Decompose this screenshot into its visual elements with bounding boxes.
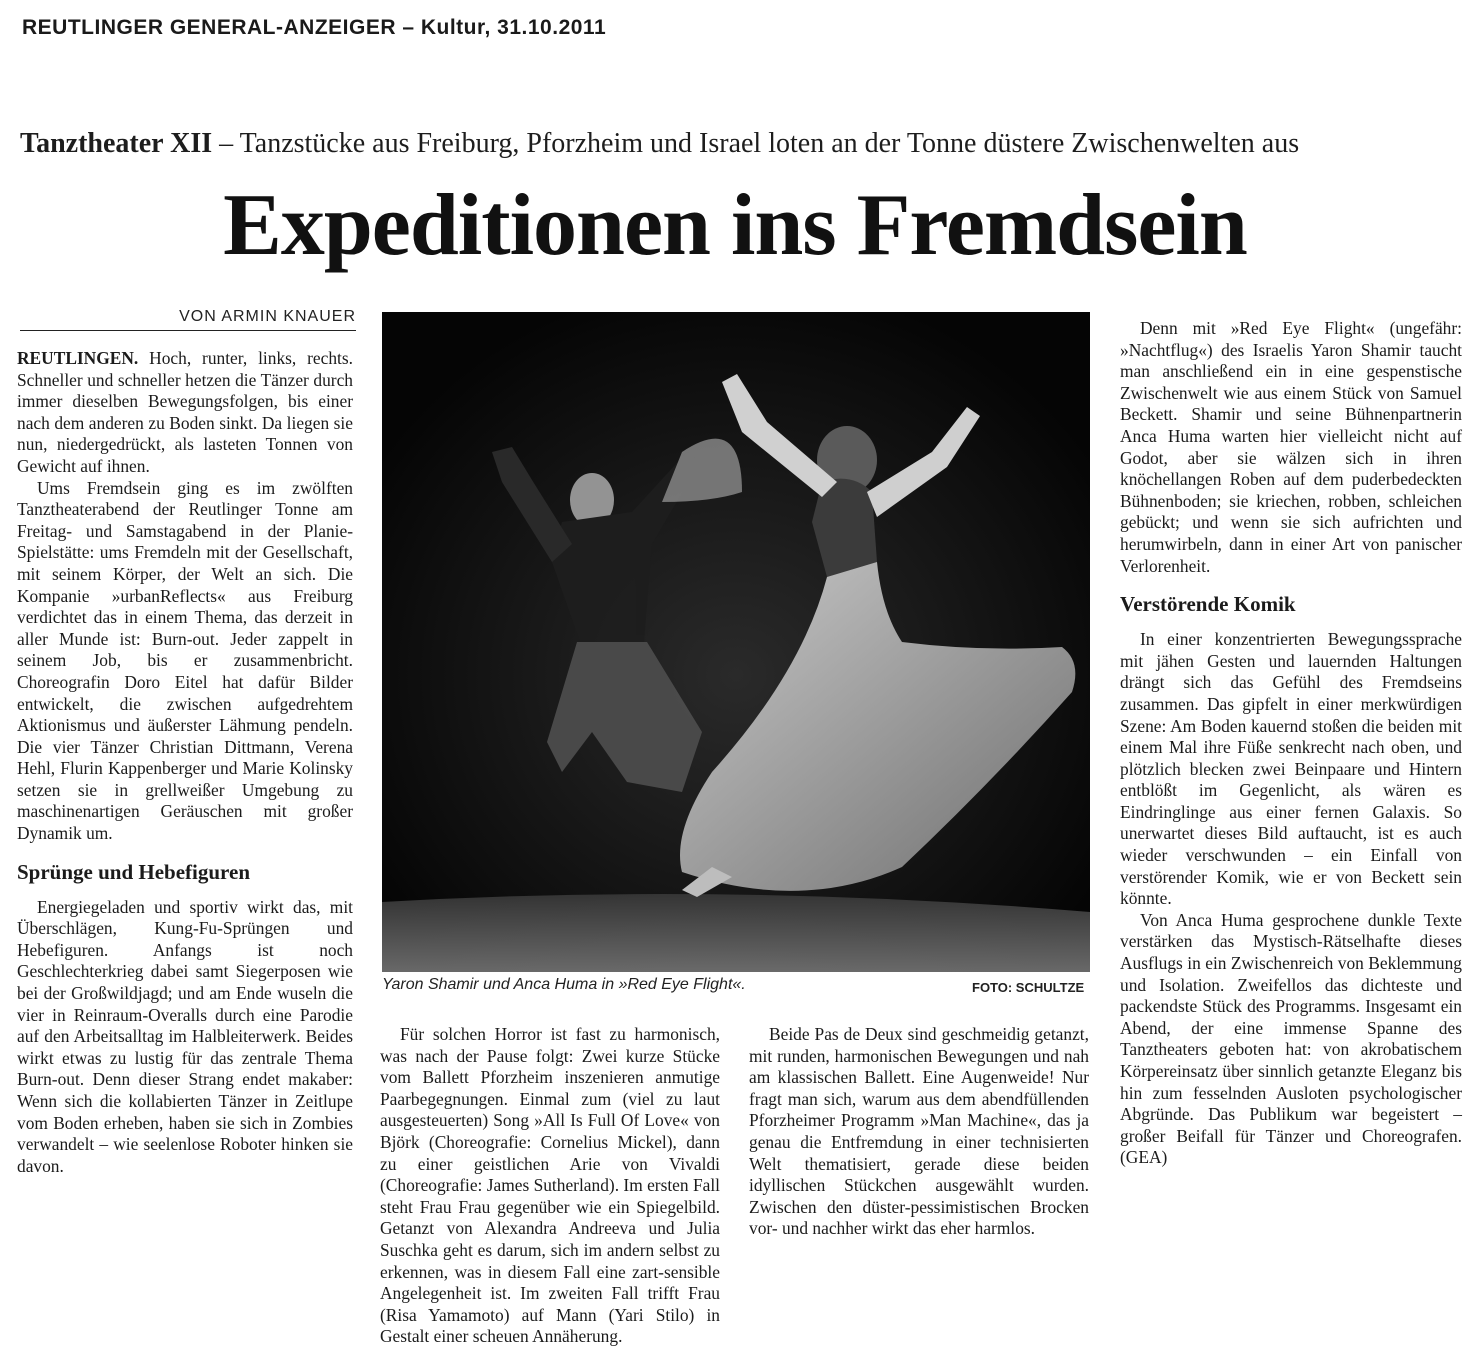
article-column-1	[17, 348, 353, 1177]
subheading: Verstörende Komik	[1120, 592, 1296, 617]
kicker-label: Tanztheater XII	[20, 128, 213, 159]
photo-caption: Yaron Shamir und Anca Huma in »Red Eye Flight«.	[382, 976, 746, 993]
dateline: REUTLINGEN.	[17, 348, 139, 368]
dancers-image	[382, 312, 1090, 972]
kicker	[20, 128, 1299, 160]
paragraph	[17, 348, 353, 478]
paragraph: Ums Fremdsein ging es im zwölften Tanztheaterabend der Reutlinger Tonne am Freitag- und Samstagabend in der Planie-Spielstätte: ums Fremdeln mit der Gesellschaft, mit seinem Körper, der Welt an sich. Die Kompanie »urbanReflects« aus Freiburg verdichtet das in einem Thema, das derzeit in aller Munde ist: Burn-out. Jeder zappelt in seinem Job, bis er zusammenbricht. Choreografin Doro Eitel hat dafür Bilder entwickelt, die zwischen aufgedrehtem Aktionismus und äußerster Lähmung pendeln. Die vier Tänzer Christian Dittmann, Verena Hehl, Flurin Kappenberger und Marie Kolinsky setzen sie in grellweißer Umgebung zu maschinenartigen Geräuschen mit großer Dynamik um.	[17, 477, 353, 844]
paragraph: In einer konzentrierten Bewegungssprache mit jähen Gesten und lauernden Haltungen drängt sich das Gefühl des Fremdseins zusammen. Das gipfelt in einer merkwürdigen Szene: Am Boden kauernd stoßen die beiden mit einem Mal ihre Füße senkrecht nach oben, und plötzlich blecken zwei Beinpaare und Hintern entblößt im Gegenlicht, als wären es Eindringlinge aus einer fernen Galaxis. So unerwartet dieses Bild auftaucht, ist es auch wieder verschwunden – ein Einfall von verstörender Komik, wie er von Beckett sein könnte.	[1120, 629, 1462, 909]
paragraph-text: Hoch, runter, links, rechts. Schneller und schneller hetzen die Tänzer durch immer dieselben Bewegungsfolgen, bis einer nach dem anderen zu Boden sinkt. Da liegen sie nun, niedergedrückt, als lasteten Tonnen von Gewicht auf ihnen.	[17, 348, 353, 476]
headline: Expeditionen ins Fremdsein	[223, 177, 1247, 274]
paragraph: Für solchen Horror ist fast zu harmonisch, was nach der Pause folgt: Zwei kurze Stücke vom Ballett Pforzheim inszenieren anmutige Paarbegegnungen. Einmal zum (viel zu laut ausgesteuerten) Song »All Is Full Of Love« von Björk (Choreografie: Cornelius Mickel), dann zu einer geistlichen Arie von Vivaldi (Choreografie: James Sutherland). Im ersten Fall steht Frau Frau gegenüber wie ein Spiegelbild. Getanzt von Alexandra Andreeva und Julia Suschka geht es darum, sich im andern selbst zu erkennen, was in diesem Fall eine zart-sensible Angelegenheit ist. Im zweiten Fall trifft Frau (Risa Yamamoto) auf Mann (Yari Stilo) in Gestalt einer scheuen Annäherung.	[380, 1024, 720, 1347]
article-column-2	[380, 1024, 720, 1348]
masthead: REUTLINGER GENERAL-ANZEIGER – Kultur, 31.10.2011	[22, 16, 607, 39]
dance-photo	[382, 312, 1090, 972]
paragraph: Energiegeladen und sportiv wirkt das, mit Überschlägen, Kung-Fu-Sprüngen und Hebefiguren. Anfangs ist noch Geschlechterkrieg dabei samt Siegerposen wie bei der Großwildjagd; und am Ende wuseln die vier in Reinraum-Overalls durch eine Parodie auf den Arbeitsalltag im Halbleiterwerk. Beides wirkt etwas zu lustig für das zentrale Thema Burn-out. Denn dieser Strang endet makaber: Wenn sich die kollabierten Tänzer in Zeitlupe vom Boden erheben, haben sie sich in Zombies verwandelt – wie seelenlose Roboter hinken sie davon.	[17, 896, 353, 1176]
subheading: Sprünge und Hebefiguren	[17, 859, 250, 884]
article-column-4	[1120, 318, 1462, 1169]
byline: VON ARMIN KNAUER	[20, 308, 356, 331]
paragraph: Von Anca Huma gesprochene dunkle Texte verstärken das Mystisch-Rätselhafte dieses Ausflugs in ein Zwischenreich von Beklemmung und Isolation. Zweifellos das dichteste und packendste Stück des Programms. Insgesamt ein Abend, der eine immense Spanne des Tanztheaters geboten hat: von akrobatischem Körpereinsatz über sinnlich getanzte Eleganz bis hin zum fesselnden Ausloten psychologischer Abgründe. Das Publikum war begeistert – großer Beifall für Tänzer und Choreografen. (GEA)	[1120, 909, 1462, 1168]
photo-credit: FOTO: SCHULTZE	[972, 980, 1085, 995]
paragraph: Denn mit »Red Eye Flight« (ungefähr: »Nachtflug«) des Israelis Yaron Shamir taucht man anschließend ein in eine gespenstische Zwischenwelt wie aus einem Stück von Samuel Beckett. Shamir und seine Bühnenpartnerin Anca Huma warten hier vielleicht nicht auf Godot, aber sie wälzen sich in ihren knöchellangen Roben auf dem puderbedeckten Bühnenboden; sie kriechen, robben, schleichen gebückt; und wenn sie sich aufrichten und herumwirbeln, dann in einer Art von panischer Verlorenheit.	[1120, 318, 1462, 576]
paragraph: Beide Pas de Deux sind geschmeidig getanzt, mit runden, harmonischen Bewegungen und nah am klassischen Ballett. Eine Augenweide! Nur fragt man sich, warum aus dem abendfüllenden Pforzheimer Programm »Man Machine«, das ja genau die Entfremdung in einer technisierten Welt thematisiert, gerade diese beiden idyllischen Stückchen ausgewählt wurden. Zwischen den düster-pessimistischen Brocken vor- und nachher wirkt das eher harmlos.	[749, 1024, 1089, 1239]
kicker-text: – Tanzstücke aus Freiburg, Pforzheim und Israel loten an der Tonne düstere Zwischenwelten aus	[212, 128, 1300, 159]
article-column-3	[749, 1024, 1089, 1240]
